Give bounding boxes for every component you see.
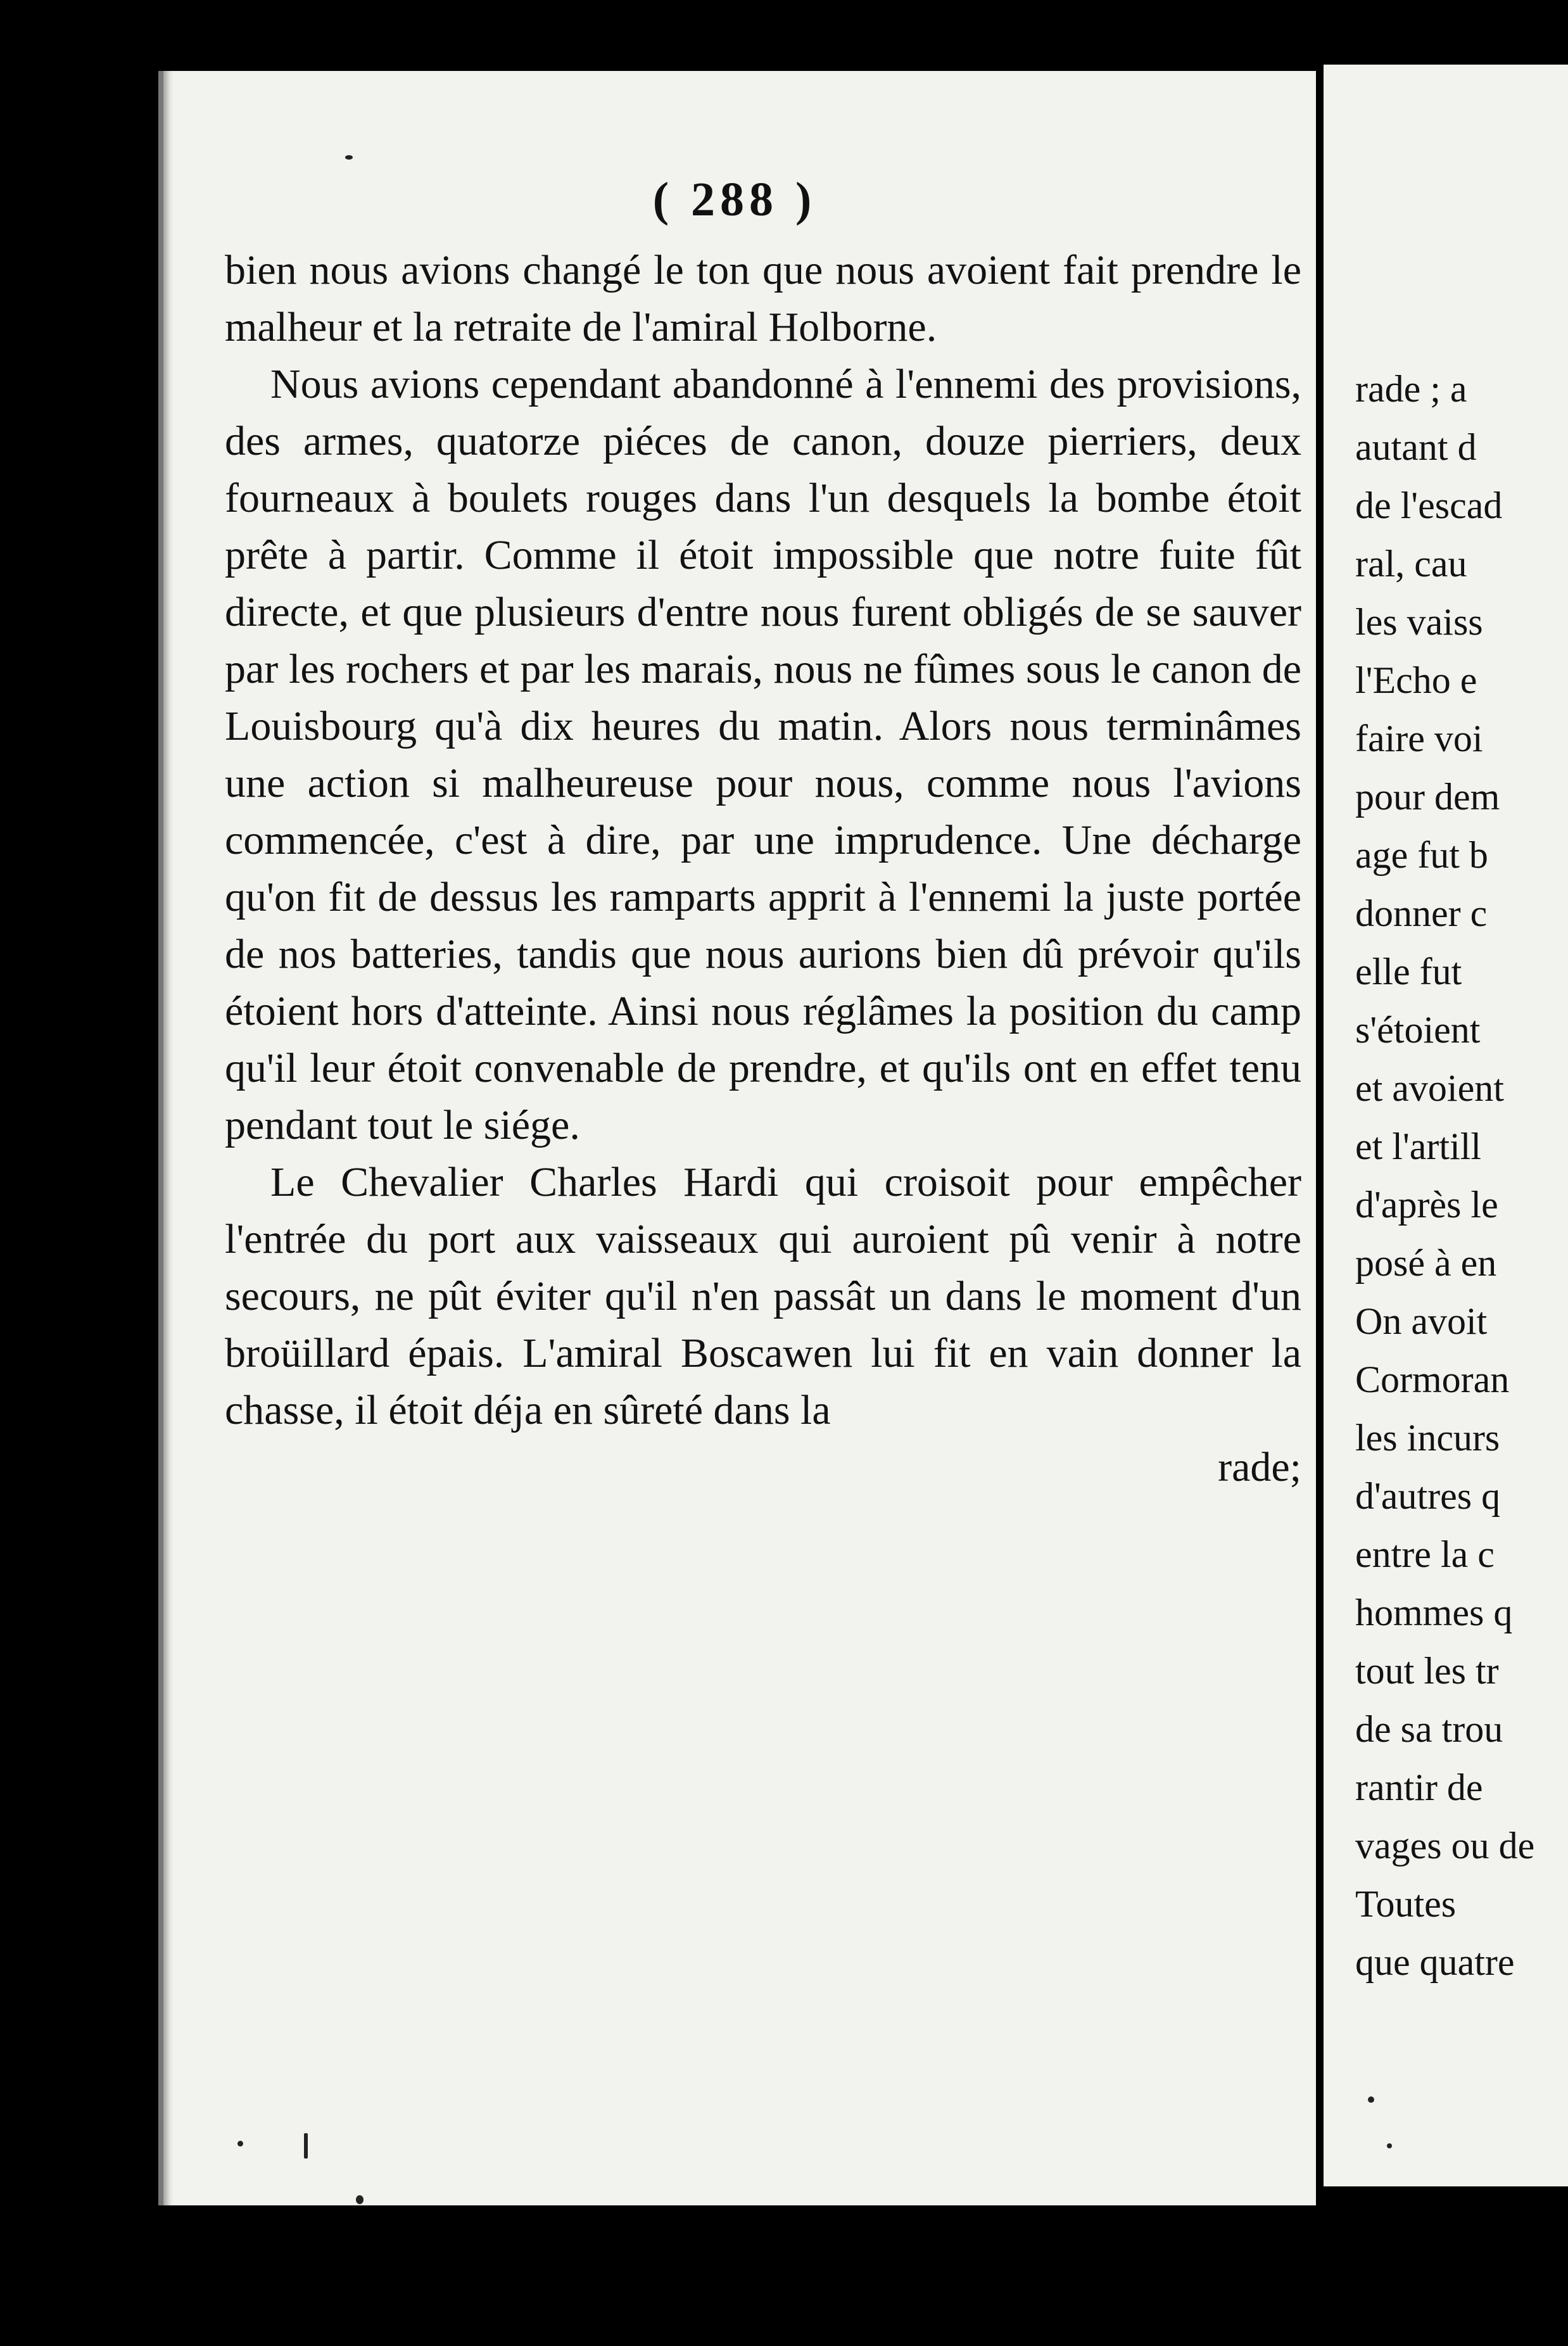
- right-line: hommes q: [1355, 1592, 1513, 1633]
- right-line: Toutes: [1355, 1883, 1457, 1925]
- right-line: rade ; a: [1355, 368, 1467, 410]
- paper-speck: [356, 2195, 364, 2204]
- paragraph-1: bien nous avions changé le ton que nous avoient fait prendre le malheur et la retraite de l'amiral Holborne.: [225, 247, 1301, 350]
- right-line: rantir de: [1355, 1766, 1483, 1808]
- right-line: de sa trou: [1355, 1708, 1503, 1750]
- paragraph-2: Nous avions cependant abandonné à l'ennemi des provisions, des armes, quatorze piéces de canon, douze pierriers, deux fourneaux à boulets rouges dans l'un desquels la bombe étoit prête à partir. Comme il étoit impossible que notre fuite fût directe, et que plusieurs d'entre nous furent obligés de se sauver par les rochers et par les marais, nous ne fûmes sous le canon de Louisbourg qu'à dix heures du matin. Alors nous terminâmes une action si malheureuse pour nous, comme nous l'avions commencée, c'est à dire, par une imprudence. Une décharge qu'on fit de dessus les ramparts apprit à l'ennemi la juste portée de nos batteries, tandis que nous aurions bien dû prévoir qu'ils étoient hors d'atteinte. Ainsi nous réglâmes la position du camp qu'il leur étoit convenable de prendre, et qu'ils ont en effet tenu pendant tout le siége.: [225, 361, 1301, 1148]
- right-line: que quatre: [1355, 1941, 1515, 1983]
- right-line: ral, cau: [1355, 543, 1467, 585]
- right-line: faire voi: [1355, 718, 1483, 759]
- right-line: l'Echo e: [1355, 659, 1477, 701]
- paper-speck: [1387, 2143, 1392, 2148]
- right-line: pour dem: [1355, 776, 1500, 818]
- right-line: On avoit: [1355, 1300, 1488, 1342]
- paper-speck: [304, 2133, 308, 2159]
- right-page-text: [1355, 360, 1568, 1991]
- right-line: age fut b: [1355, 834, 1488, 876]
- catchword: rade;: [1218, 1444, 1301, 1490]
- right-line: posé à en: [1355, 1242, 1497, 1284]
- left-page-text: [225, 242, 1301, 1496]
- right-line: de l'escad: [1355, 485, 1503, 526]
- right-line: donner c: [1355, 892, 1488, 934]
- right-line: tout les tr: [1355, 1650, 1499, 1692]
- right-line: les vaiss: [1355, 601, 1483, 643]
- right-line: et l'artill: [1355, 1125, 1482, 1167]
- right-line: vages ou de: [1355, 1825, 1535, 1867]
- paper-speck: [345, 155, 353, 160]
- paper-speck: [237, 2141, 243, 2146]
- right-line: et avoient: [1355, 1067, 1504, 1109]
- paper-speck: [1368, 2096, 1374, 2103]
- paragraph-3: Le Chevalier Charles Hardi qui croisoit pour empêcher l'entrée du port aux vaisseaux qui auroient pû venir à notre secours, ne pût éviter qu'il n'en passât un dans le moment d'un broüillard épais. L'amiral Boscawen lui fit en vain donner la chasse, il étoit déja en sûreté dans la: [225, 1159, 1301, 1433]
- right-line: Cormoran: [1355, 1359, 1510, 1400]
- right-line: d'autres q: [1355, 1475, 1501, 1517]
- page-number: ( 288 ): [652, 173, 817, 226]
- right-line: s'étoient: [1355, 1009, 1481, 1051]
- right-line: elle fut: [1355, 951, 1462, 992]
- right-line: entre la c: [1355, 1533, 1495, 1575]
- right-line: autant d: [1355, 426, 1477, 468]
- right-line: d'après le: [1355, 1184, 1498, 1226]
- right-line: les incurs: [1355, 1417, 1500, 1459]
